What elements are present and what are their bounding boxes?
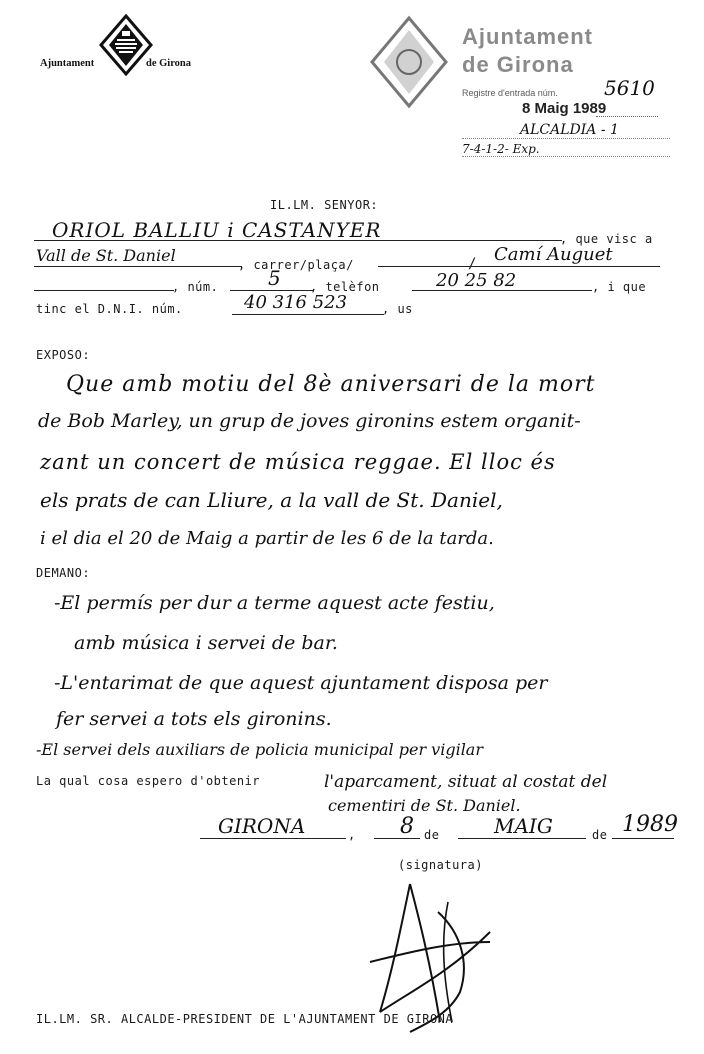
closing-continuation: cementiri de St. Daniel. (328, 796, 521, 815)
closing-text: La qual cosa espero d'obtenir (36, 774, 261, 788)
logo-right-text: de Girona (146, 58, 192, 69)
logo-left-text: Ajuntament (40, 58, 95, 69)
exposo-line: zant un concert de música reggae. El lloc és (40, 450, 556, 474)
applicant-dni: 40 316 523 (244, 292, 348, 313)
stamp-emblem-icon (368, 14, 450, 110)
date-year: 1989 (622, 812, 678, 837)
exposo-line: Que amb motiu del 8è aniversari de la mort (66, 372, 596, 397)
applicant-street-number: 5 (268, 266, 281, 290)
demano-line: amb música i servei de bar. (74, 632, 338, 654)
closing-continuation: l'aparcament, situat al costat del (324, 772, 608, 792)
date-month: MAIG (494, 814, 553, 838)
addressee-footer: IL.LM. SR. ALCALDE-PRESIDENT DE L'AJUNTAMENT DE GIRONA (36, 1012, 454, 1026)
demano-line: fer servei a tots els gironins. (56, 708, 332, 730)
salutation: IL.LM. SENYOR: (270, 198, 379, 212)
demano-line: -El servei dels auxiliars de policia municipal per vigilar (36, 740, 483, 759)
applicant-street: Camí Auguet (494, 244, 613, 265)
exposo-line: i el dia el 20 de Maig a partir de les 6 de la tarda. (40, 528, 494, 549)
applicant-locality: Vall de St. Daniel (36, 246, 176, 265)
signature-label: (signatura) (398, 858, 483, 872)
stamp-title-line1: Ajuntament (462, 24, 593, 49)
stamp-reg-number: 5610 (604, 76, 655, 100)
demano-line: -El permís per dur a terme aquest acte festiu, (54, 592, 495, 614)
demano-line: -L'entarimat de que aquest ajuntament disposa per (54, 672, 548, 694)
exposo-line: de Bob Marley, un grup de joves gironins estem organit- (38, 410, 581, 432)
date-de-1: de (424, 828, 440, 842)
exposo-line: els prats de can Lliure, a la vall de St. Daniel, (40, 488, 503, 512)
date-day: 8 (400, 814, 414, 839)
stamp-expedient: 7-4-1-2- Exp. (462, 142, 540, 156)
exposo-heading: EXPOSO: (36, 348, 91, 362)
applicant-name: ORIOL BALLIU i CASTANYER (52, 218, 382, 242)
stamp-destination: ALCALDIA - 1 (520, 122, 619, 138)
applicant-phone: 20 25 82 (436, 270, 517, 291)
stamp-title-line2: de Girona (462, 52, 574, 77)
date-de-2: de (592, 828, 608, 842)
demano-heading: DEMANO: (36, 566, 91, 580)
date-city: GIRONA (218, 814, 306, 838)
stamp-date: 8 Maig 1989 (522, 100, 607, 117)
stamp-reg-label: Registre d'entrada núm. (462, 88, 558, 98)
